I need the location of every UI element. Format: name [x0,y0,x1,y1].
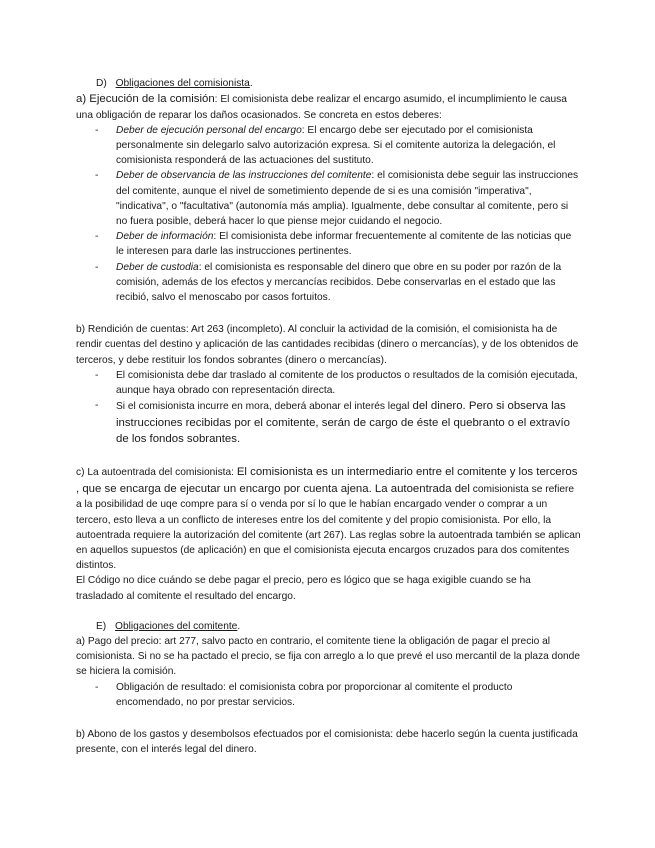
section-d-label: D) [96,78,107,89]
list-item-term: Deber de observancia de las instrucciones del comitente [116,170,372,182]
list-item-text: : El comisionista debe informar frecuentemente al comitente de las noticias que le interesen para darle las instrucciones pertinentes. [116,231,572,258]
list-item-text: : el comisionista es responsable del dinero que obre en su poder por razón de la comisión, además de los efectos y mercancías recibidos. Debe conservarlas en el estado que las recibió, salvo el menoscabo por casos fortuitos. [116,261,562,304]
list-item: - Obligación de resultado: el comisionista cobra por proporcionar al comitente el producto encomendado, no por prestar servicios. [76,680,581,710]
paragraph-pago-precio: a) Pago del precio: art 277, salvo pacto en contrario, el comitente tiene la obligación de pagar el precio al comisionista. Si no se ha pactado el precio, se fija con arreglo a lo que prevé el uso mercantil de la plaza donde se hiciera la comisión. [76,635,581,678]
paragraph-ejecucion-lead: a) Ejecución de la comisión [76,93,215,106]
autoentrada-highlight: El comisionista es un intermediario entre el comitente y los terceros , que se encarga de ejecutar un encargo por cuenta ajena. La autoentrada del [76,466,578,495]
list-item-term: Deber de información [116,231,214,243]
section-d-title-end: . [249,78,253,89]
list-item-text: : El encargo debe ser ejecutado por el comisionista personalmente sin delegarlo salvo autorización expresa. Si el comitente autoriza la delegación, el comisionista responderá de las actuaciones del sustituto. [116,124,556,167]
section-e-label: E) [96,620,107,632]
list-item-text-b: del dinero. Pero si observa las instrucciones recibidas por el comitente, serán de cargo de éste el quebranto o el extravío de los fondos sobrantes. [116,400,570,446]
paragraph-abono-gastos: b) Abono de los gastos y desembolsos efectuados por el comisionista: debe hacerlo según la cuenta justificada presente, con el interés legal del dinero. [76,728,578,756]
paragraph-rendicion: b) Rendición de cuentas: Art 263 (incompleto). Al concluir la actividad de la comisión, el comisionista ha de rendir cuentas del destino y aplicación de las cantidades recibidas (dinero o mercancías), y de los obtenidos de terceros, y debe restituir los fondos sobrantes (dinero o mercancías). [76,324,579,366]
paragraph-ejecucion [76,91,581,123]
list-item-term: Deber de ejecución personal del encargo [116,124,302,136]
list-item-text: : el comisionista debe seguir las instrucciones del comitente, aunque el nivel de sometimiento depende de si es una comisión "imperativa", "indicativa", o "facultativa" (autonomía más amplia). Igualmente, debe consultar al comitente, pero si no fuera posible, deberá hacer lo que piense mejor cuidando el negocio. [116,170,579,228]
paragraph-precio-codigo: El Código no dice cuándo se debe pagar el precio, pero es lógico que se haga exigible cuando se ha trasladado al comitente el resultado del encargo. [76,575,531,602]
list-item-text-a: Si el comisionista incurre en mora, deberá abonar el interés legal [116,401,410,413]
autoentrada-rest: comisionista se refiere a la posibilidad de uqe compre para sí o venda por sí lo que le habían encargado vender o comprar a un tercero, esto lleva a un conflicto de intereses entre los del comitente y del propio comisionista. Por ello, la autoentrada requiere la autorización del comitente (art 267). Las reglas sobre la autoentrada también se aplican en aquellos supuestos (de aplicación) en que el comisionista ejecuta encargos cruzados para dos comitentes distintos. [76,483,581,572]
section-e-title: Obligaciones del comitente [115,620,238,632]
spacer [76,447,581,464]
section-e-title-end: . [237,620,241,632]
pago-list [76,680,581,710]
list-item-term: Deber de custodia [116,261,199,273]
paragraph-ejecucion-text: : El comisionista debe realizar el encargo asumido, el incumplimiento le causa una obligación de reparar los daños ocasionados. Se concreta en estos deberes: [76,94,567,121]
paragraph-autoentrada [76,464,581,573]
list-item: - El comisionista debe dar traslado al comitente de los productos o resultados de la comisión ejecutada, aunque haya obrado con representación directa. [76,368,581,398]
list-item [76,168,581,229]
autoentrada-lead: c) La autoentrada del comisionista: [76,467,237,479]
rendicion-list [76,368,581,448]
list-item [76,398,581,447]
list-item [76,123,581,169]
spacer [76,710,581,727]
document-body [76,76,581,757]
spacer [76,305,581,322]
deberes-list [76,123,581,305]
list-item [76,229,581,259]
section-d-title: Obligaciones del comisionista [115,78,250,89]
list-item [76,260,581,306]
spacer [76,604,581,619]
section-e-heading [96,619,581,634]
section-d-heading [96,76,581,91]
